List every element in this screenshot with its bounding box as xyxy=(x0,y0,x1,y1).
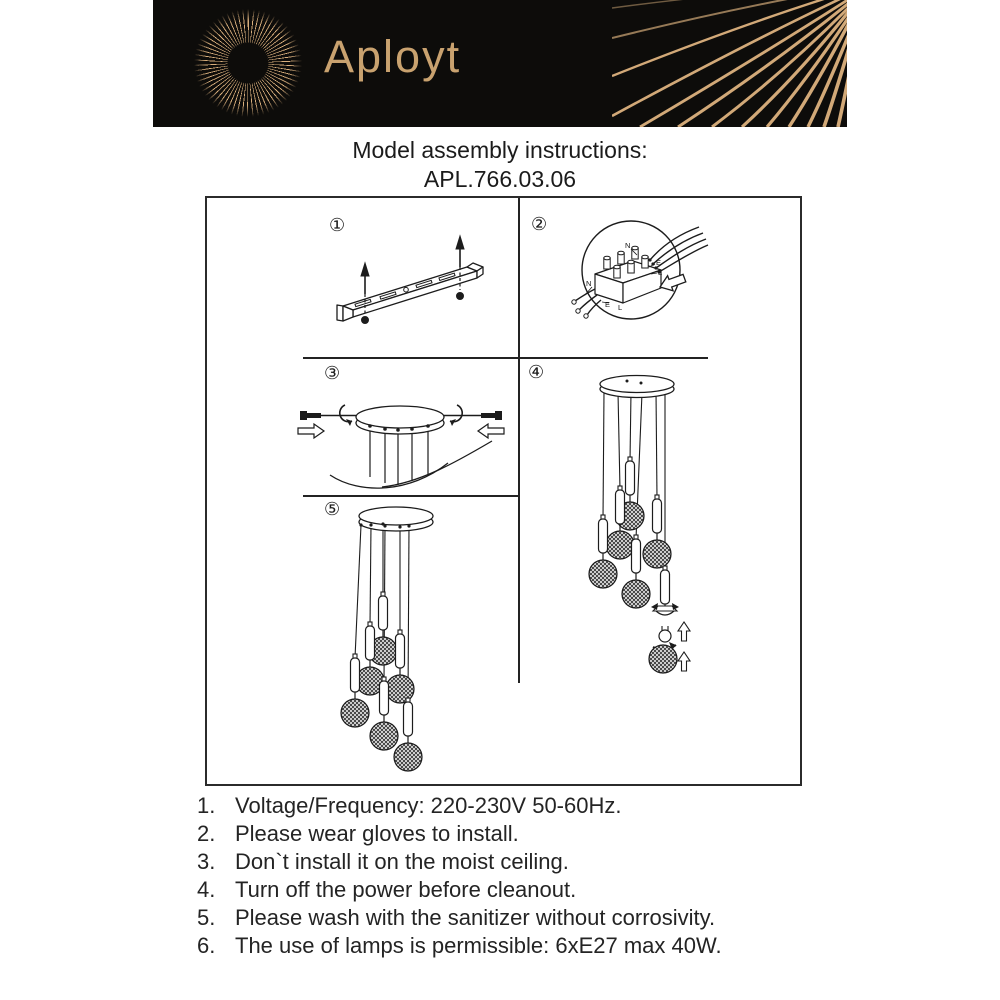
side-screw-left xyxy=(298,405,356,438)
instruction-number: 4. xyxy=(197,877,216,902)
diagram-box xyxy=(205,196,802,786)
instruction-text: Voltage/Frequency: 220-230V 50-60Hz. xyxy=(235,793,622,818)
instruction-number: 1. xyxy=(197,793,216,818)
step-marker-2: ② xyxy=(531,214,548,234)
step-marker-5: ⑤ xyxy=(324,499,341,519)
step2-wiring-drawing xyxy=(565,217,717,333)
instruction-item xyxy=(197,904,837,932)
instruction-text: Don`t install it on the moist ceiling. xyxy=(235,849,569,874)
wire-label-n-left: N xyxy=(586,279,592,288)
wire-label-n-top: N xyxy=(625,241,631,250)
page-title: Model assembly instructions: xyxy=(352,137,648,163)
model-code: APL.766.03.06 xyxy=(423,166,577,192)
step4-pendant-drawing xyxy=(530,370,796,684)
instruction-number: 3. xyxy=(197,849,216,874)
instruction-item xyxy=(197,848,837,876)
instruction-text: Turn off the power before cleanout. xyxy=(235,877,577,902)
brand-banner xyxy=(153,0,847,127)
instruction-number: 6. xyxy=(197,933,216,958)
instruction-item xyxy=(197,820,837,848)
instruction-text: Please wear gloves to install. xyxy=(235,821,519,846)
brand-name: Aployt xyxy=(324,31,462,82)
step-marker-4: ④ xyxy=(528,362,545,382)
ceiling-waves xyxy=(330,441,492,488)
wire-label-l-right: L xyxy=(658,268,663,277)
instruction-item xyxy=(197,876,837,904)
instruction-number: 2. xyxy=(197,821,216,846)
wire-label-e-left: E xyxy=(605,300,611,309)
wire-label-l-left: L xyxy=(618,303,623,312)
sunburst-logo-icon xyxy=(192,7,304,119)
instruction-text: Please wash with the sanitizer without corrosivity. xyxy=(235,905,716,930)
step3-canopy-drawing xyxy=(290,395,512,501)
step-marker-3: ③ xyxy=(324,363,341,383)
instruction-text: The use of lamps is permissible: 6xE27 max 40W. xyxy=(235,933,722,958)
step5-pendant-drawing xyxy=(287,491,522,783)
instruction-item xyxy=(197,792,837,820)
step1-mounting-bar-drawing xyxy=(295,210,495,350)
instruction-list xyxy=(197,792,837,960)
instruction-item xyxy=(197,932,837,960)
exploded-lamp xyxy=(649,566,690,673)
decorative-rays-icon xyxy=(612,0,847,127)
horizontal-divider-right xyxy=(518,357,708,359)
step-marker-1: ① xyxy=(329,215,346,235)
instruction-number: 5. xyxy=(197,905,216,930)
horizontal-divider-left-1 xyxy=(303,357,519,359)
side-screw-right xyxy=(444,405,504,438)
cables xyxy=(370,426,428,485)
wire-label-e-right: E xyxy=(656,258,662,267)
